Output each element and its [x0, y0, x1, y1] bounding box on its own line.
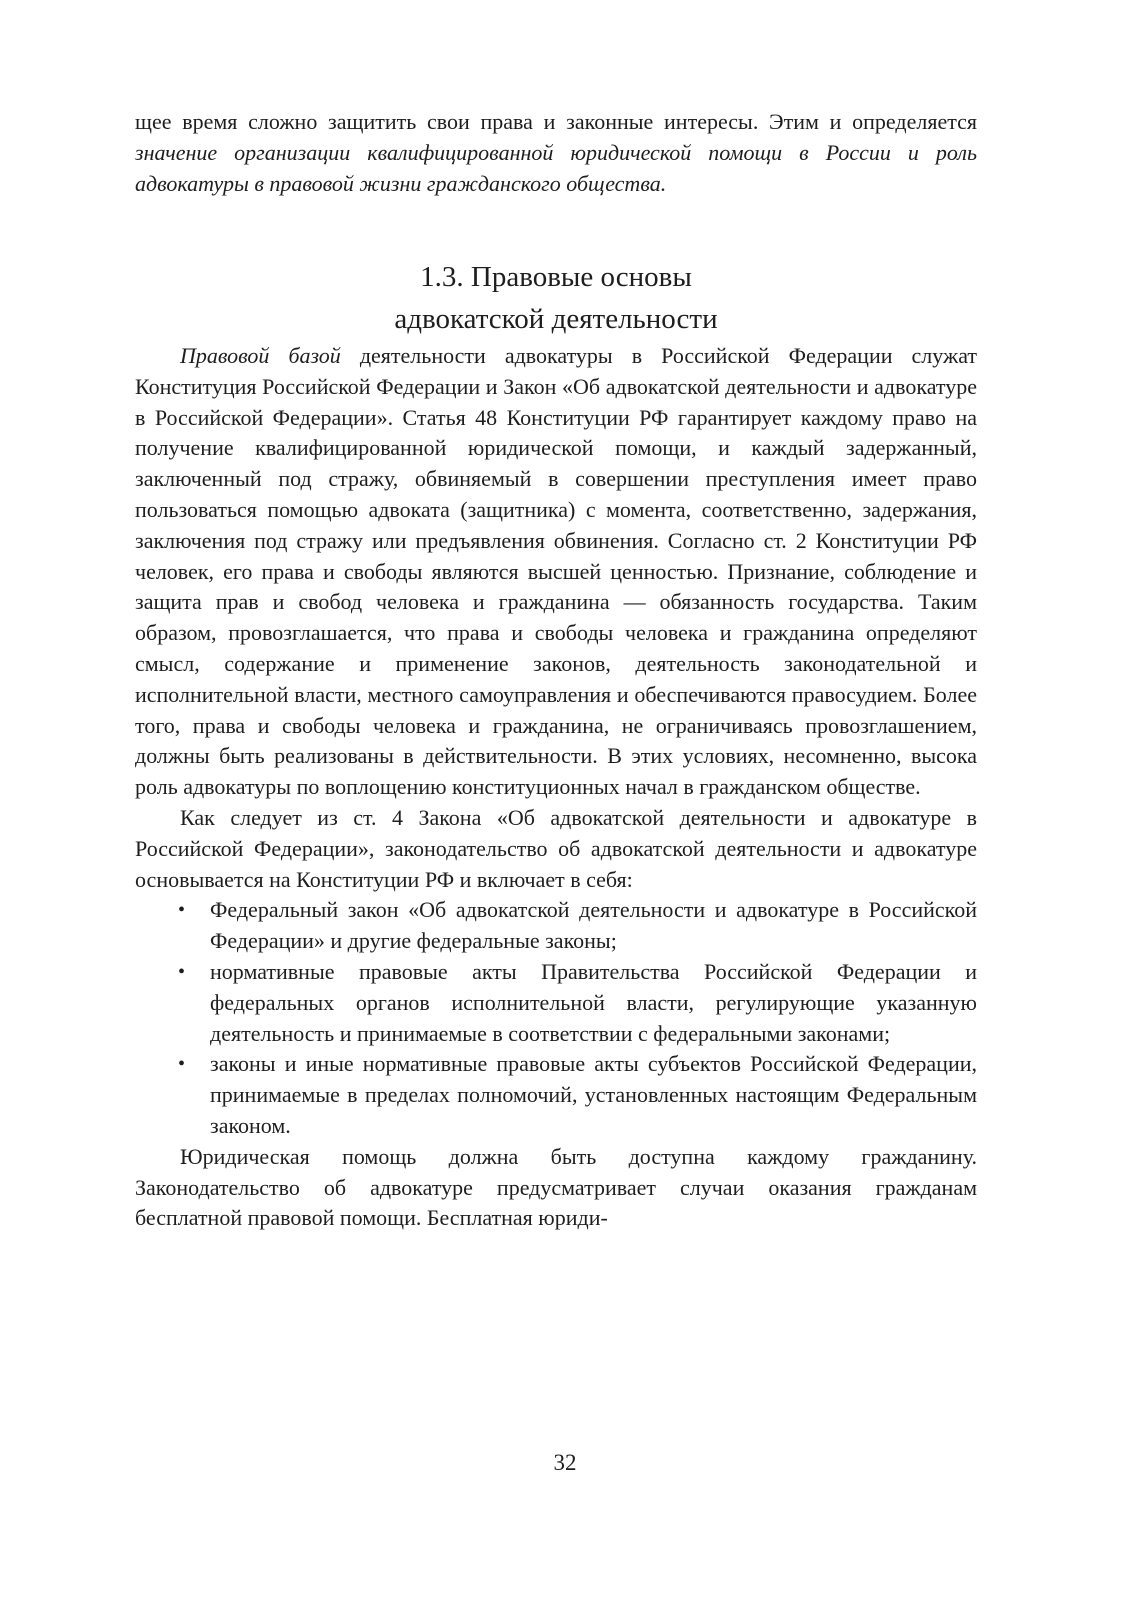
- paragraph-legal-basis: [135, 341, 977, 803]
- list-item-text: нормативные правовые акты Правительства Российской Федерации и федеральных органов исполнительной власти, регулирующие указанную деятельность и принимаемые в соответствии с федеральными законами;: [210, 958, 977, 1046]
- intro-text: щее время сложно защитить свои права и законные интересы. Этим и определяется: [135, 109, 977, 134]
- bullet-icon: •: [178, 899, 186, 922]
- legal-basis-term: Правовой базой: [180, 343, 341, 368]
- intro-italic-text: значение организации квалифицированной юридической помощи в России и роль адвокатуры в правовой жизни гражданского общества.: [135, 139, 977, 196]
- section-title-line-1: 1.3. Правовые основы: [420, 261, 692, 293]
- list-item-text: законы и иные нормативные правовые акты субъектов Российской Федерации, принимаемые в пределах полномочий, установленных настоящим Федеральным законом.: [210, 1051, 977, 1138]
- section-body: [135, 341, 977, 1234]
- paragraph-legal-aid: Юридическая помощь должна быть доступна каждому гражданину. Законодательство об адвокатуре предусматривает случаи оказания гражданам бесплатной правовой помощи. Бесплатная юриди-: [135, 1143, 977, 1231]
- bullet-icon: •: [178, 960, 186, 983]
- page-number: 32: [553, 1450, 577, 1475]
- intro-paragraph: [135, 107, 977, 199]
- list-item: [135, 895, 977, 957]
- paragraph-legislation: Как следует из ст. 4 Закона «Об адвокатской деятельности и адвокатуре в Российской Федерации», законодательство об адвокатской деятельности и адвокатуре основывается на Конституции РФ и включает в себя:: [135, 804, 977, 892]
- legislation-list: [135, 895, 977, 1141]
- list-item: [135, 1049, 977, 1141]
- section-heading: [135, 256, 977, 340]
- list-item-text: Федеральный закон «Об адвокатской деятельности и адвокатуре в Российской Федерации» и другие федеральные законы;: [210, 897, 977, 954]
- bullet-icon: •: [178, 1053, 186, 1076]
- section-title-line-2: адвокатской деятельности: [394, 303, 718, 335]
- paragraph-legal-basis-text: деятельности адвокатуры в Российской Федерации служат Конституция Российской Федерации и Закон «Об адвокатской деятельности и адвокатуре в Российской Федерации». Статья 48 Конституции РФ гарантирует каждому право на получение квалифицированной юридической помощи, и каждый задержанный, заключенный под стражу, обвиняемый в совершении преступления имеет право пользоваться помощью адвоката (защитника) с момента, соответственно, задержания, заключения под стражу или предъявления обвинения. Согласно ст. 2 Конституции РФ человек, его права и свободы являются высшей ценностью. Признание, соблюдение и защита прав и свобод человека и гражданина — обязанность государства. Таким образом, провозглашается, что права и свободы человека и гражданина определяют смысл, содержание и применение законов, деятельность законодательной и исполнительной власти, местного самоуправления и обеспечиваются правосудием. Более того, права и свободы человека и гражданина, не ограничиваясь провозглашением, должны быть реализованы в действительности. В этих условиях, несомненно, высока роль адвокатуры по воплощению конституционных начал в гражданском обществе.: [135, 343, 978, 800]
- list-item: [135, 957, 977, 1049]
